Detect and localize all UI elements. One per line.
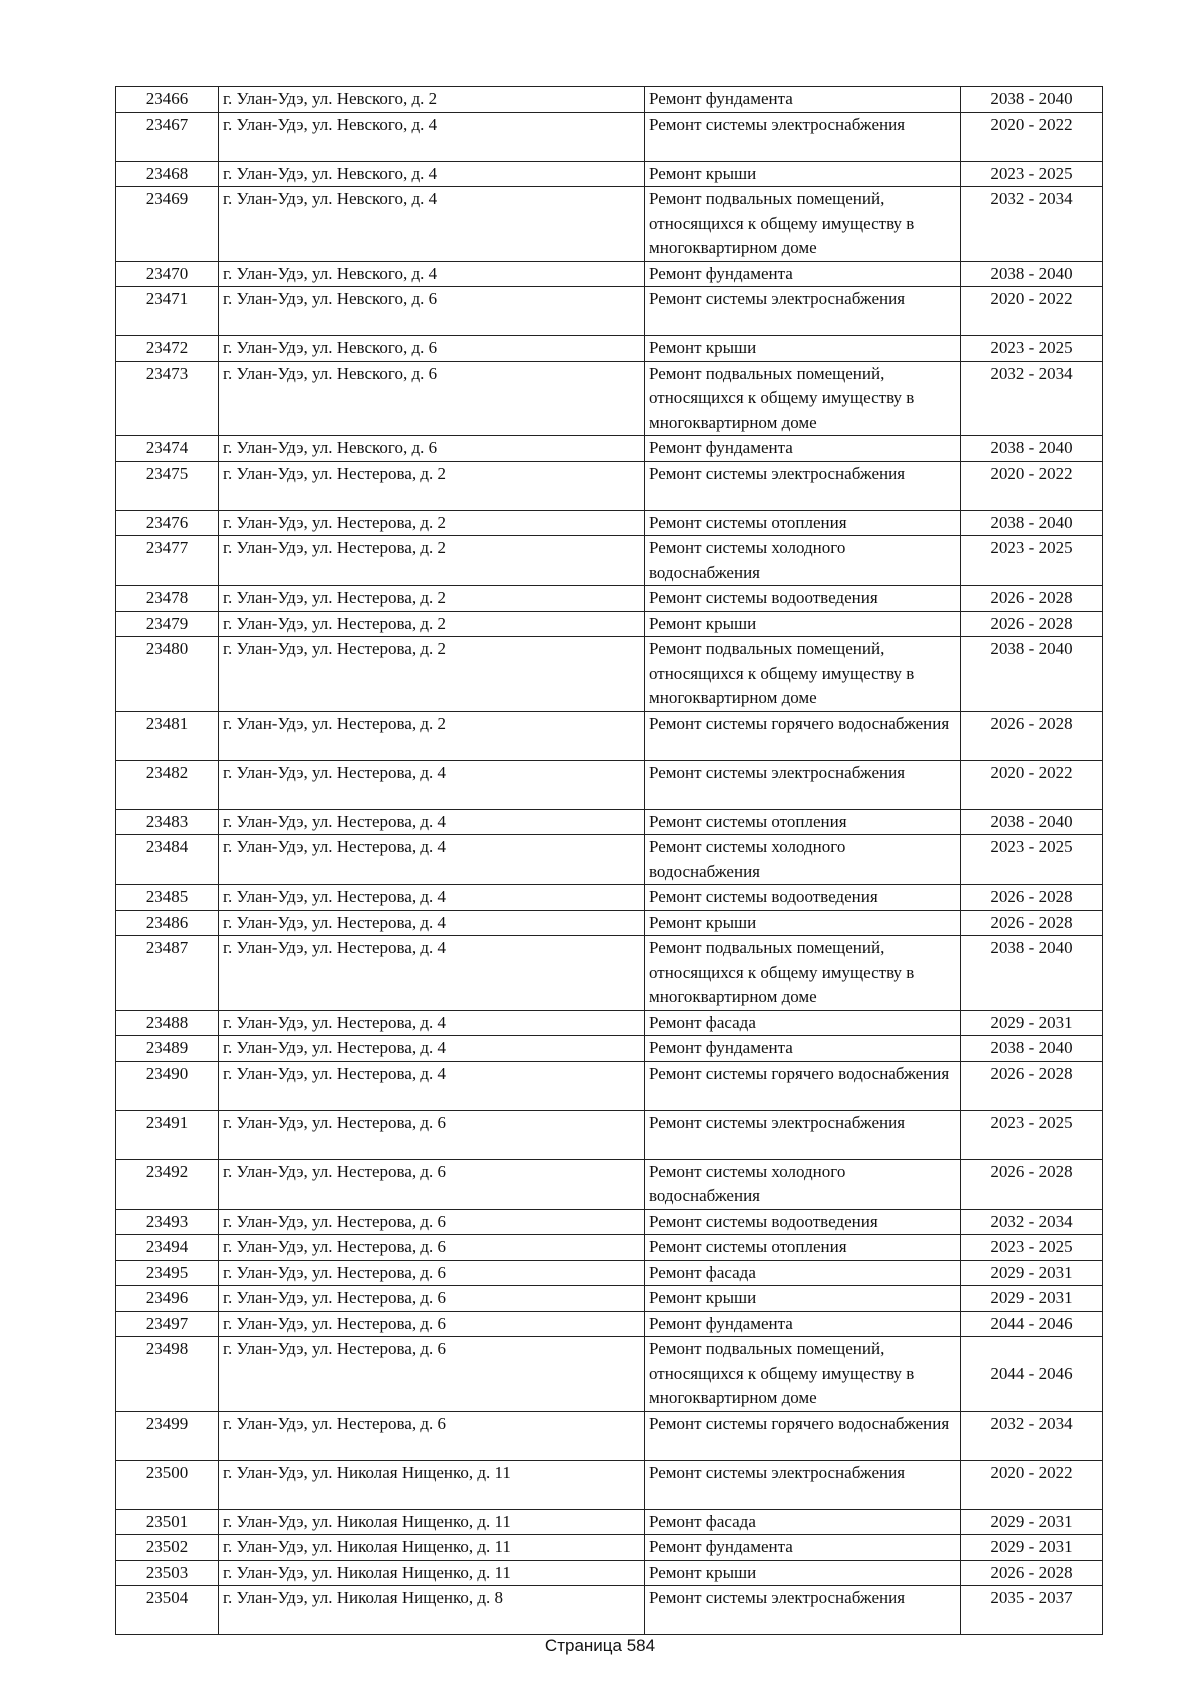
table-row [116, 1235, 1103, 1261]
table-row [116, 336, 1103, 362]
row-number: 23498 [116, 1337, 219, 1412]
row-number: 23483 [116, 809, 219, 835]
row-address: г. Улан-Удэ, ул. Нестерова, д. 4 [219, 1010, 645, 1036]
row-work-type: Ремонт системы отопления [645, 809, 961, 835]
table-row [116, 936, 1103, 1011]
row-period: 2026 - 2028 [961, 611, 1103, 637]
table-row [116, 809, 1103, 835]
row-address: г. Улан-Удэ, ул. Нестерова, д. 2 [219, 611, 645, 637]
row-address: г. Улан-Удэ, ул. Нестерова, д. 2 [219, 510, 645, 536]
row-address: г. Улан-Удэ, ул. Нестерова, д. 6 [219, 1311, 645, 1337]
row-work-type: Ремонт подвальных помещений, относящихся к общему имуществу в многоквартирном доме [645, 936, 961, 1011]
row-number: 23504 [116, 1586, 219, 1635]
row-work-type: Ремонт системы горячего водоснабжения [645, 711, 961, 760]
row-address: г. Улан-Удэ, ул. Нестерова, д. 6 [219, 1110, 645, 1159]
row-work-type: Ремонт подвальных помещений, относящихся к общему имуществу в многоквартирном доме [645, 637, 961, 712]
row-work-type: Ремонт системы электроснабжения [645, 461, 961, 510]
row-number: 23487 [116, 936, 219, 1011]
row-number: 23502 [116, 1535, 219, 1561]
row-address: г. Улан-Удэ, ул. Нестерова, д. 2 [219, 461, 645, 510]
row-work-type: Ремонт системы электроснабжения [645, 1586, 961, 1635]
row-period: 2038 - 2040 [961, 1036, 1103, 1062]
row-number: 23474 [116, 436, 219, 462]
table-row [116, 1260, 1103, 1286]
row-period: 2023 - 2025 [961, 835, 1103, 885]
row-work-type: Ремонт системы отопления [645, 510, 961, 536]
row-number: 23476 [116, 510, 219, 536]
table-row [116, 1509, 1103, 1535]
row-address: г. Улан-Удэ, ул. Нестерова, д. 2 [219, 586, 645, 612]
row-period: 2038 - 2040 [961, 809, 1103, 835]
table-row [116, 1411, 1103, 1460]
table-row [116, 112, 1103, 161]
row-number: 23482 [116, 760, 219, 809]
row-period: 2023 - 2025 [961, 1110, 1103, 1159]
table-row [116, 760, 1103, 809]
row-number: 23496 [116, 1286, 219, 1312]
row-work-type: Ремонт крыши [645, 336, 961, 362]
row-number: 23468 [116, 161, 219, 187]
row-number: 23503 [116, 1560, 219, 1586]
row-work-type: Ремонт подвальных помещений, относящихся к общему имуществу в многоквартирном доме [645, 361, 961, 436]
row-address: г. Улан-Удэ, ул. Нестерова, д. 4 [219, 1036, 645, 1062]
row-period: 2020 - 2022 [961, 287, 1103, 336]
table-row [116, 261, 1103, 287]
row-address: г. Улан-Удэ, ул. Нестерова, д. 2 [219, 637, 645, 712]
table-row [116, 1535, 1103, 1561]
table-row [116, 510, 1103, 536]
table-row [116, 187, 1103, 262]
row-number: 23469 [116, 187, 219, 262]
row-period: 2020 - 2022 [961, 112, 1103, 161]
table-row [116, 87, 1103, 113]
row-work-type: Ремонт крыши [645, 910, 961, 936]
table-row [116, 287, 1103, 336]
table-row [116, 1110, 1103, 1159]
row-address: г. Улан-Удэ, ул. Невского, д. 6 [219, 436, 645, 462]
row-address: г. Улан-Удэ, ул. Невского, д. 2 [219, 87, 645, 113]
row-work-type: Ремонт крыши [645, 1286, 961, 1312]
row-work-type: Ремонт системы отопления [645, 1235, 961, 1261]
row-number: 23473 [116, 361, 219, 436]
row-work-type: Ремонт системы электроснабжения [645, 1110, 961, 1159]
row-period: 2020 - 2022 [961, 760, 1103, 809]
table-row [116, 637, 1103, 712]
row-period: 2026 - 2028 [961, 885, 1103, 911]
row-work-type: Ремонт фундамента [645, 1311, 961, 1337]
row-address: г. Улан-Удэ, ул. Нестерова, д. 6 [219, 1209, 645, 1235]
table-row [116, 835, 1103, 885]
table-body [116, 87, 1103, 1635]
row-work-type: Ремонт системы водоотведения [645, 1209, 961, 1235]
row-period: 2029 - 2031 [961, 1535, 1103, 1561]
row-period: 2026 - 2028 [961, 1560, 1103, 1586]
row-address: г. Улан-Удэ, ул. Николая Нищенко, д. 11 [219, 1509, 645, 1535]
row-number: 23494 [116, 1235, 219, 1261]
table-row [116, 461, 1103, 510]
table-row [116, 1061, 1103, 1110]
table-row [116, 885, 1103, 911]
row-address: г. Улан-Удэ, ул. Нестерова, д. 6 [219, 1337, 645, 1412]
table-row [116, 586, 1103, 612]
row-number: 23479 [116, 611, 219, 637]
table-row [116, 1159, 1103, 1209]
table-row [116, 361, 1103, 436]
row-period: 2023 - 2025 [961, 161, 1103, 187]
row-address: г. Улан-Удэ, ул. Николая Нищенко, д. 11 [219, 1535, 645, 1561]
table-row [116, 161, 1103, 187]
row-period: 2038 - 2040 [961, 510, 1103, 536]
row-number: 23489 [116, 1036, 219, 1062]
row-work-type: Ремонт фундамента [645, 436, 961, 462]
repair-schedule-table [115, 86, 1103, 1635]
row-address: г. Улан-Удэ, ул. Николая Нищенко, д. 8 [219, 1586, 645, 1635]
table-row [116, 1209, 1103, 1235]
row-address: г. Улан-Удэ, ул. Нестерова, д. 4 [219, 809, 645, 835]
row-number: 23499 [116, 1411, 219, 1460]
row-period: 2023 - 2025 [961, 536, 1103, 586]
row-period: 2026 - 2028 [961, 910, 1103, 936]
row-period: 2023 - 2025 [961, 336, 1103, 362]
row-period: 2026 - 2028 [961, 1061, 1103, 1110]
row-work-type: Ремонт фундамента [645, 261, 961, 287]
row-period: 2023 - 2025 [961, 1235, 1103, 1261]
row-number: 23470 [116, 261, 219, 287]
row-address: г. Улан-Удэ, ул. Нестерова, д. 6 [219, 1260, 645, 1286]
row-work-type: Ремонт фасада [645, 1010, 961, 1036]
row-work-type: Ремонт фундамента [645, 87, 961, 113]
row-number: 23478 [116, 586, 219, 612]
row-work-type: Ремонт системы холодного водоснабжения [645, 1159, 961, 1209]
table-row [116, 910, 1103, 936]
table-row [116, 1337, 1103, 1412]
row-address: г. Улан-Удэ, ул. Нестерова, д. 4 [219, 760, 645, 809]
row-address: г. Улан-Удэ, ул. Невского, д. 6 [219, 287, 645, 336]
table-row [116, 1560, 1103, 1586]
row-number: 23485 [116, 885, 219, 911]
table-row [116, 611, 1103, 637]
row-period: 2026 - 2028 [961, 711, 1103, 760]
row-work-type: Ремонт крыши [645, 161, 961, 187]
row-number: 23486 [116, 910, 219, 936]
row-number: 23481 [116, 711, 219, 760]
row-period: 2044 - 2046 [961, 1337, 1103, 1412]
table-row [116, 1286, 1103, 1312]
row-period: 2029 - 2031 [961, 1286, 1103, 1312]
row-period: 2038 - 2040 [961, 637, 1103, 712]
row-period: 2038 - 2040 [961, 87, 1103, 113]
row-period: 2038 - 2040 [961, 436, 1103, 462]
row-number: 23493 [116, 1209, 219, 1235]
page-number: Страница 584 [544, 1636, 656, 1655]
row-number: 23491 [116, 1110, 219, 1159]
row-period: 2029 - 2031 [961, 1260, 1103, 1286]
row-work-type: Ремонт системы горячего водоснабжения [645, 1061, 961, 1110]
table-row [116, 1010, 1103, 1036]
row-address: г. Улан-Удэ, ул. Невского, д. 6 [219, 361, 645, 436]
row-number: 23501 [116, 1509, 219, 1535]
table-row [116, 1036, 1103, 1062]
table-row [116, 1586, 1103, 1635]
row-period: 2044 - 2046 [961, 1311, 1103, 1337]
table-row [116, 1311, 1103, 1337]
row-period: 2029 - 2031 [961, 1509, 1103, 1535]
row-address: г. Улан-Удэ, ул. Николая Нищенко, д. 11 [219, 1460, 645, 1509]
row-address: г. Улан-Удэ, ул. Нестерова, д. 4 [219, 835, 645, 885]
row-period: 2038 - 2040 [961, 936, 1103, 1011]
row-address: г. Улан-Удэ, ул. Нестерова, д. 6 [219, 1411, 645, 1460]
row-work-type: Ремонт фасада [645, 1260, 961, 1286]
row-number: 23477 [116, 536, 219, 586]
row-work-type: Ремонт системы горячего водоснабжения [645, 1411, 961, 1460]
row-address: г. Улан-Удэ, ул. Невского, д. 6 [219, 336, 645, 362]
row-period: 2035 - 2037 [961, 1586, 1103, 1635]
row-address: г. Улан-Удэ, ул. Невского, д. 4 [219, 112, 645, 161]
row-number: 23480 [116, 637, 219, 712]
row-number: 23471 [116, 287, 219, 336]
row-address: г. Улан-Удэ, ул. Нестерова, д. 2 [219, 536, 645, 586]
row-number: 23492 [116, 1159, 219, 1209]
row-period: 2038 - 2040 [961, 261, 1103, 287]
row-number: 23472 [116, 336, 219, 362]
row-work-type: Ремонт крыши [645, 1560, 961, 1586]
row-address: г. Улан-Удэ, ул. Нестерова, д. 2 [219, 711, 645, 760]
row-work-type: Ремонт подвальных помещений, относящихся к общему имуществу в многоквартирном доме [645, 1337, 961, 1412]
row-period: 2020 - 2022 [961, 461, 1103, 510]
row-period: 2026 - 2028 [961, 586, 1103, 612]
row-period: 2026 - 2028 [961, 1159, 1103, 1209]
row-address: г. Улан-Удэ, ул. Нестерова, д. 6 [219, 1159, 645, 1209]
row-period: 2032 - 2034 [961, 1411, 1103, 1460]
row-number: 23500 [116, 1460, 219, 1509]
row-period: 2032 - 2034 [961, 187, 1103, 262]
row-work-type: Ремонт системы водоотведения [645, 885, 961, 911]
row-period: 2032 - 2034 [961, 1209, 1103, 1235]
row-address: г. Улан-Удэ, ул. Нестерова, д. 4 [219, 910, 645, 936]
table-row [116, 536, 1103, 586]
row-address: г. Улан-Удэ, ул. Николая Нищенко, д. 11 [219, 1560, 645, 1586]
row-work-type: Ремонт системы водоотведения [645, 586, 961, 612]
row-work-type: Ремонт системы холодного водоснабжения [645, 835, 961, 885]
table-row [116, 711, 1103, 760]
row-work-type: Ремонт системы холодного водоснабжения [645, 536, 961, 586]
row-work-type: Ремонт системы электроснабжения [645, 287, 961, 336]
row-address: г. Улан-Удэ, ул. Невского, д. 4 [219, 161, 645, 187]
row-number: 23488 [116, 1010, 219, 1036]
row-work-type: Ремонт фундамента [645, 1036, 961, 1062]
table-row [116, 436, 1103, 462]
row-address: г. Улан-Удэ, ул. Нестерова, д. 6 [219, 1235, 645, 1261]
row-period: 2020 - 2022 [961, 1460, 1103, 1509]
row-work-type: Ремонт фундамента [645, 1535, 961, 1561]
row-work-type: Ремонт системы электроснабжения [645, 1460, 961, 1509]
row-period: 2029 - 2031 [961, 1010, 1103, 1036]
row-address: г. Улан-Удэ, ул. Нестерова, д. 4 [219, 1061, 645, 1110]
row-period: 2032 - 2034 [961, 361, 1103, 436]
row-address: г. Улан-Удэ, ул. Невского, д. 4 [219, 187, 645, 262]
row-number: 23484 [116, 835, 219, 885]
row-address: г. Улан-Удэ, ул. Нестерова, д. 6 [219, 1286, 645, 1312]
row-work-type: Ремонт системы электроснабжения [645, 760, 961, 809]
row-address: г. Улан-Удэ, ул. Нестерова, д. 4 [219, 885, 645, 911]
row-address: г. Улан-Удэ, ул. Невского, д. 4 [219, 261, 645, 287]
row-address: г. Улан-Удэ, ул. Нестерова, д. 4 [219, 936, 645, 1011]
row-work-type: Ремонт системы электроснабжения [645, 112, 961, 161]
row-number: 23466 [116, 87, 219, 113]
row-work-type: Ремонт крыши [645, 611, 961, 637]
row-number: 23475 [116, 461, 219, 510]
row-work-type: Ремонт подвальных помещений, относящихся к общему имуществу в многоквартирном доме [645, 187, 961, 262]
row-number: 23467 [116, 112, 219, 161]
table-row [116, 1460, 1103, 1509]
row-work-type: Ремонт фасада [645, 1509, 961, 1535]
row-number: 23495 [116, 1260, 219, 1286]
row-number: 23490 [116, 1061, 219, 1110]
row-number: 23497 [116, 1311, 219, 1337]
